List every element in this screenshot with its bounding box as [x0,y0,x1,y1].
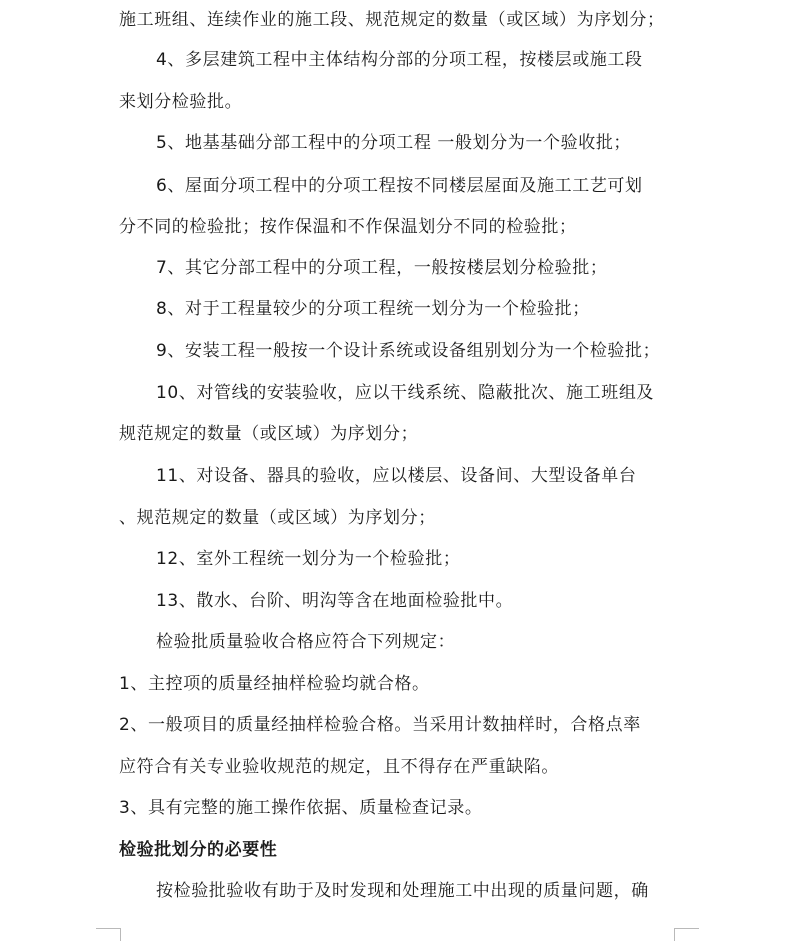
text-line: 8、对于工程量较少的分项工程统一划分为一个检验批； [156,299,590,319]
text-line: 11、对设备、器具的验收，应以楼层、设备间、大型设备单台 [156,466,637,486]
text-line: 分不同的检验批；按作保温和不作保温划分不同的检验批； [119,217,577,237]
text-line: 施工班组、连续作业的施工段、规范规定的数量（或区域）为序划分； [119,10,665,30]
text-line: 1、主控项的质量经抽样检验均就合格。 [119,674,430,694]
text-line: 规范规定的数量（或区域）为序划分； [119,424,419,444]
section-heading: 检验批划分的必要性 [119,840,278,860]
text-line: 10、对管线的安装验收，应以干线系统、隐蔽批次、施工班组及 [156,383,655,403]
text-line: 7、其它分部工程中的分项工程，一般按楼层划分检验批； [156,258,608,278]
text-line: 12、室外工程统一划分为一个检验批； [156,549,461,569]
text-line: 、规范规定的数量（或区域）为序划分； [119,508,436,528]
text-line: 检验批质量验收合格应符合下列规定： [156,632,456,652]
text-line: 2、一般项目的质量经抽样检验合格。当采用计数抽样时，合格点率 [119,715,641,735]
text-line: 3、具有完整的施工操作依据、质量检查记录。 [119,798,483,818]
text-line: 5、地基基础分部工程中的分项工程 一般划分为一个验收批； [156,133,632,153]
text-line: 按检验批验收有助于及时发现和处理施工中出现的质量问题，确 [156,881,649,901]
text-line: 9、安装工程一般按一个设计系统或设备组别划分为一个检验批； [156,341,661,361]
text-line: 应符合有关专业验收规范的规定，且不得存在严重缺陷。 [119,757,559,777]
text-line: 13、散水、台阶、明沟等含在地面检验批中。 [156,591,514,611]
text-line: 4、多层建筑工程中主体结构分部的分项工程，按楼层或施工段 [156,50,643,70]
page-corner-mark-right [674,928,699,941]
text-line: 6、屋面分项工程中的分项工程按不同楼层屋面及施工工艺可划 [156,176,643,196]
page-corner-mark-left [96,928,121,941]
text-line: 来划分检验批。 [119,92,243,112]
